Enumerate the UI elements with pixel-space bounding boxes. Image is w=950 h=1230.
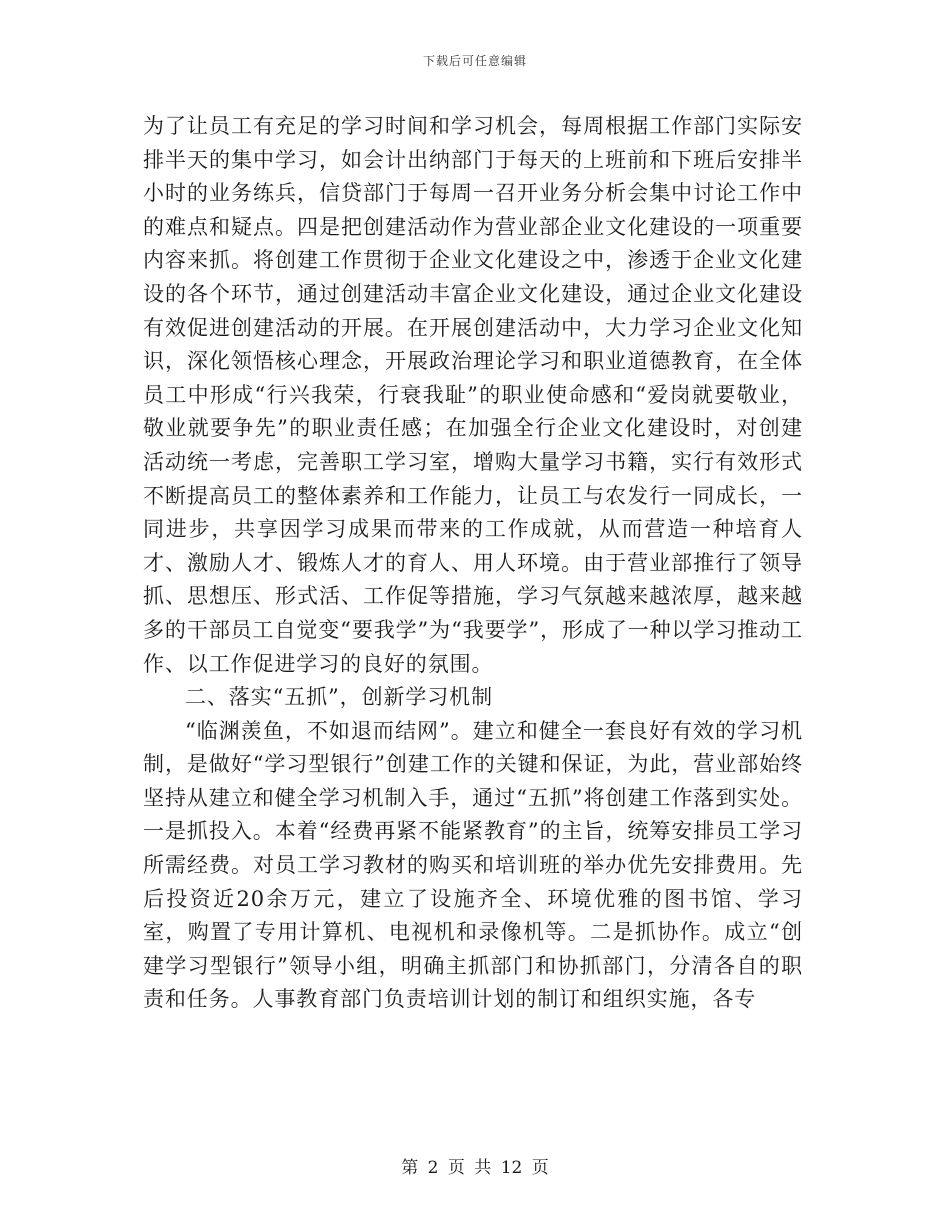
section-heading: 二、落实“五抓”，创新学习机制 [185,685,493,710]
page-header: 下载后可任意编辑 [422,54,527,68]
body-paragraph: “临渊羡鱼，不如退而结网”。建立和健全一套良好有效的学习机制，是做好“学习型银行”创建工作的关键和保证，为此，营业部始终坚持从建立和健全学习机制入手，通过“五抓”将创建工作落到实处。一是抓投入。本着“经费再紧不能紧教育”的主旨，统筹安排员工学习所需经费。对员工学习教材的购买和培训班的举办优先安排费用。先后投资近20余万元，建立了设施齐全、环境优雅的图书馆、学习室，购置了专用计算机、电视机和录像机等。二是抓协作。成立“创建学习型银行”领导小组，明确主抓部门和协抓部门，分清各自的职责和任务。人事教育部门负责培训计划的制订和组织实施，各专 [143,718,803,1012]
document-body [143,110,803,1017]
page-number: 第 2 页 共 12 页 [401,1158,549,1178]
body-paragraph: 为了让员工有充足的学习时间和学习机会，每周根据工作部门实际安排半天的集中学习，如会计出纳部门于每天的上班前和下班后安排半小时的业务练兵，信贷部门于每周一召开业务分析会集中讨论工作中的难点和疑点。四是把创建活动作为营业部企业文化建设的一项重要内容来抓。将创建工作贯彻于企业文化建设之中，渗透于企业文化建设的各个环节，通过创建活动丰富企业文化建设，通过企业文化建设有效促进创建活动的开展。在开展创建活动中，大力学习企业文化知识，深化领悟核心理念，开展政治理论学习和职业道德教育，在全体员工中形成“行兴我荣，行衰我耻”的职业使命感和“爱岗就要敬业，敬业就要争先”的职业责任感；在加强全行企业文化建设时，对创建活动统一考虑，完善职工学习室，增购大量学习书籍，实行有效形式不断提高员工的整体素养和工作能力，让员工与农发行一同成长，一同进步，共享因学习成果而带来的工作成就，从而营造一种培育人才、激励人才、锻炼人才的育人、用人环境。由于营业部推行了领导抓、思想压、形式活、工作促等措施，学习气氛越来越浓厚，越来越多的干部员工自觉变“要我学”为“我要学”，形成了一种以学习推动工作、以工作促进学习的良好的氛围。 [143,114,803,676]
